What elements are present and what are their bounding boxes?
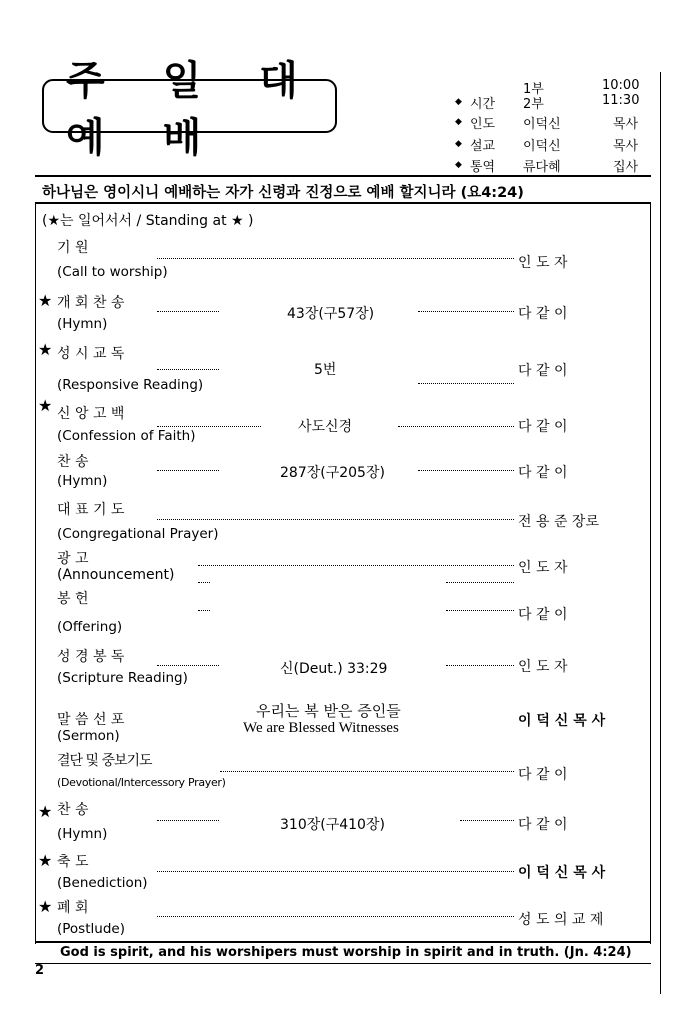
item-en: (Devotional/Intercessory Prayer): [57, 776, 226, 789]
bullet-icon: ◆: [455, 117, 462, 127]
leader-dots: [157, 665, 219, 666]
leader-dots: [157, 820, 219, 821]
leader-dots: [157, 470, 219, 471]
leader-dots: [157, 519, 514, 520]
leader-dots: [446, 610, 514, 611]
part1-time: 10:00: [602, 78, 640, 93]
bottom-verse-top-rule: [35, 941, 651, 943]
item-center: 5번: [314, 362, 337, 378]
item-right: 다 같 이: [518, 419, 568, 435]
top-verse: 하나님은 영이시니 예배하는 자가 신령과 진정으로 예배 할지니라 (요4:24): [42, 185, 524, 201]
item-ko: 대 표 기 도: [57, 502, 125, 518]
item-ko: 폐 회: [57, 900, 89, 916]
item-right: 다 같 이: [518, 767, 568, 783]
item-en: (Call to worship): [57, 264, 168, 280]
sermon-name: 이덕신: [523, 139, 561, 154]
leader-dots: [157, 311, 219, 312]
item-ko: 결단 및 중보기도: [57, 753, 152, 769]
sermon-label: 설교: [470, 139, 496, 154]
item-center: 신(Deut.) 33:29: [280, 661, 388, 677]
item-en: (Sermon): [57, 728, 120, 744]
bulletin-title-text: 주 일 대 예 배: [66, 58, 320, 161]
leader-dots: [418, 383, 514, 384]
item-ko: 축 도: [57, 854, 89, 870]
star-icon: ★: [38, 396, 53, 415]
bullet-icon: ◆: [455, 139, 462, 149]
item-en: (Hymn): [57, 826, 108, 842]
item-en: (Scripture Reading): [57, 670, 188, 686]
page-right-rule: [660, 72, 661, 994]
interp-title: 집사: [613, 160, 639, 175]
star-icon: ★: [38, 897, 53, 916]
item-en: (Responsive Reading): [57, 377, 204, 393]
item-en: (Hymn): [57, 473, 108, 489]
item-ko: 개 회 찬 송: [57, 295, 125, 311]
sermon-title-ko: 우리는 복 받은 증인들: [256, 702, 401, 720]
item-ko: 찬 송: [57, 802, 89, 818]
leader-dots: [418, 311, 514, 312]
leader-dots: [398, 426, 514, 427]
item-ko: 성 시 교 독: [57, 346, 125, 362]
leader-title: 목사: [613, 117, 639, 132]
item-ko: 찬 송: [57, 454, 89, 470]
frame-right: [650, 202, 651, 944]
item-en: (Confession of Faith): [57, 428, 196, 444]
frame-left: [35, 202, 36, 944]
sermon-title-en: We are Blessed Witnesses: [243, 720, 399, 736]
item-ko: 기 원: [57, 240, 89, 256]
leader-dots: [157, 871, 514, 872]
item-ko: 봉 헌: [57, 591, 89, 607]
star-icon: ★: [38, 851, 53, 870]
bottom-rule: [35, 963, 651, 964]
leader-dots: [157, 916, 514, 917]
item-center: 사도신경: [298, 419, 353, 435]
leader-label: 인도: [470, 117, 496, 132]
item-right: 성 도 의 교 제: [518, 912, 604, 928]
sermon-title: 목사: [613, 139, 639, 154]
bulletin-title: [42, 58, 337, 161]
top-rule: [35, 175, 651, 177]
star-icon: ★: [38, 340, 53, 359]
leader-name: 이덕신: [523, 117, 561, 132]
part1-label: 1부: [523, 82, 544, 97]
item-ko: 신 앙 고 백: [57, 406, 125, 422]
leader-dots: [198, 610, 210, 611]
item-center: 310장(구410장): [280, 817, 385, 833]
item-right: 다 같 이: [518, 607, 568, 623]
bullet-icon: ◆: [455, 160, 462, 170]
leader-dots: [220, 771, 514, 772]
item-en: (Announcement): [57, 567, 175, 583]
bullet-icon: ◆: [455, 97, 462, 107]
time-label: 시간: [470, 97, 496, 112]
star-icon: ★: [38, 291, 53, 310]
item-en: (Offering): [57, 619, 123, 635]
interp-name: 류다혜: [523, 160, 561, 175]
item-en: (Hymn): [57, 316, 108, 332]
item-en: (Postlude): [57, 921, 125, 937]
item-en: (Benediction): [57, 875, 148, 891]
item-right: 다 같 이: [518, 363, 568, 379]
star-icon: ★: [38, 802, 53, 821]
standing-note: (★는 일어서서 / Standing at ★ ): [42, 213, 254, 229]
item-center: 287장(구205장): [280, 465, 385, 481]
leader-dots: [157, 426, 261, 427]
page-number: 2: [35, 963, 45, 978]
part2-label: 2부: [523, 97, 544, 112]
leader-dots: [198, 582, 210, 583]
item-ko: 광 고: [57, 551, 89, 567]
interp-label: 통역: [470, 160, 496, 175]
leader-dots: [418, 470, 514, 471]
part2-time: 11:30: [602, 93, 640, 108]
item-right: 인 도 자: [518, 560, 568, 576]
leader-dots: [460, 820, 514, 821]
leader-dots: [446, 582, 514, 583]
item-center: 43장(구57장): [287, 306, 375, 322]
leader-dots: [446, 665, 514, 666]
item-right: 전 용 준 장로: [518, 514, 599, 530]
leader-dots: [198, 565, 514, 566]
item-right: 인 도 자: [518, 659, 568, 675]
item-right: 다 같 이: [518, 465, 568, 481]
leader-dots: [157, 258, 514, 259]
item-en: (Congregational Prayer): [57, 526, 219, 542]
leader-dots: [157, 369, 219, 370]
item-right: 다 같 이: [518, 817, 568, 833]
verse-rule: [35, 202, 651, 204]
item-right: 다 같 이: [518, 306, 568, 322]
item-ko: 성 경 봉 독: [57, 649, 125, 665]
item-right: 이 덕 신 목 사: [518, 865, 606, 881]
item-right: 인 도 자: [518, 255, 568, 271]
item-ko: 말 씀 선 포: [57, 712, 125, 728]
bottom-verse: God is spirit, and his worshipers must worship in spirit and in truth. (Jn. 4:24): [60, 945, 632, 960]
item-right: 이 덕 신 목 사: [518, 713, 606, 729]
